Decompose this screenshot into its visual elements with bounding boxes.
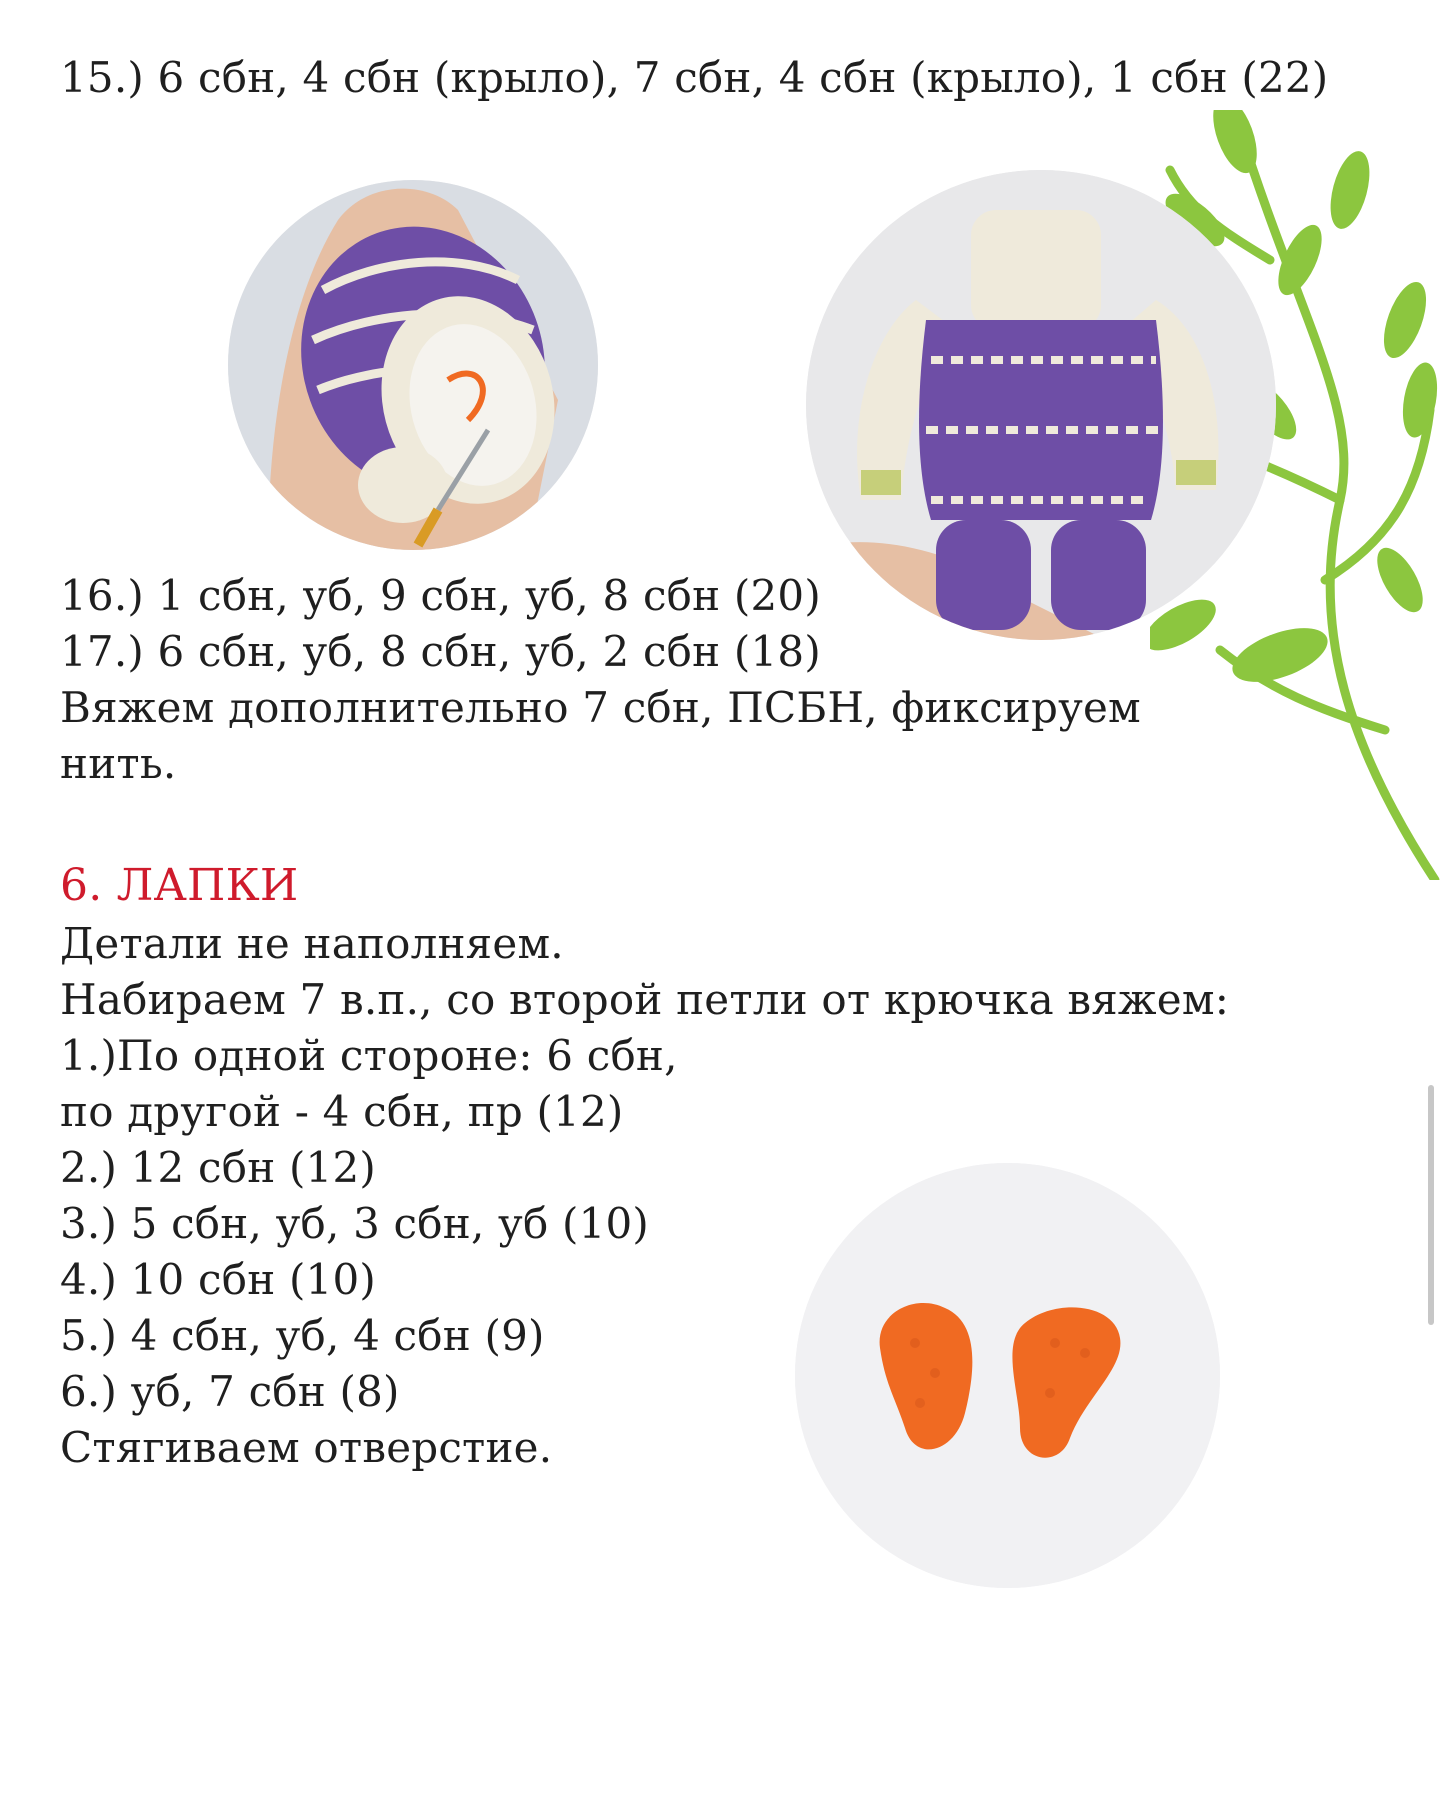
row-17: 17.) 6 сбн, уб, 8 сбн, уб, 2 сбн (18): [60, 627, 821, 676]
row-15: 15.) 6 сбн, 4 сбн (крыло), 7 сбн, 4 сбн (крыло), 1 сбн (22): [60, 53, 1329, 102]
row-3: 3.) 5 сбн, уб, 3 сбн, уб (10): [60, 1199, 650, 1248]
row-1-a: 1.)По одной стороне: 6 сбн,: [60, 1031, 678, 1080]
photo-toy-back-view: [806, 170, 1276, 640]
row-5: 5.) 4 сбн, уб, 4 сбн (9): [60, 1311, 545, 1360]
row-2: 2.) 12 сбн (12): [60, 1143, 376, 1192]
finish-instruction-cont: нить.: [60, 739, 177, 788]
row-1-b: по другой - 4 сбн, пр (12): [60, 1087, 624, 1136]
row-16: 16.) 1 сбн, уб, 9 сбн, уб, 8 сбн (20): [60, 571, 821, 620]
finish-instruction: Вяжем дополнительно 7 сбн, ПСБН, фиксируем: [60, 683, 1141, 732]
photo-body-in-hand: [228, 180, 598, 550]
row-6: 6.) уб, 7 сбн (8): [60, 1367, 400, 1416]
row-4: 4.) 10 сбн (10): [60, 1255, 376, 1304]
closing-instruction: Стягиваем отверстие.: [60, 1423, 553, 1472]
intro-line-2: Набираем 7 в.п., со второй петли от крючка вяжем:: [60, 975, 1230, 1024]
scrollbar-thumb[interactable]: [1428, 1085, 1434, 1325]
photo-orange-paws: [795, 1163, 1220, 1588]
section-heading-paws: 6. ЛАПКИ: [60, 860, 299, 911]
intro-line-1: Детали не наполняем.: [60, 919, 564, 968]
